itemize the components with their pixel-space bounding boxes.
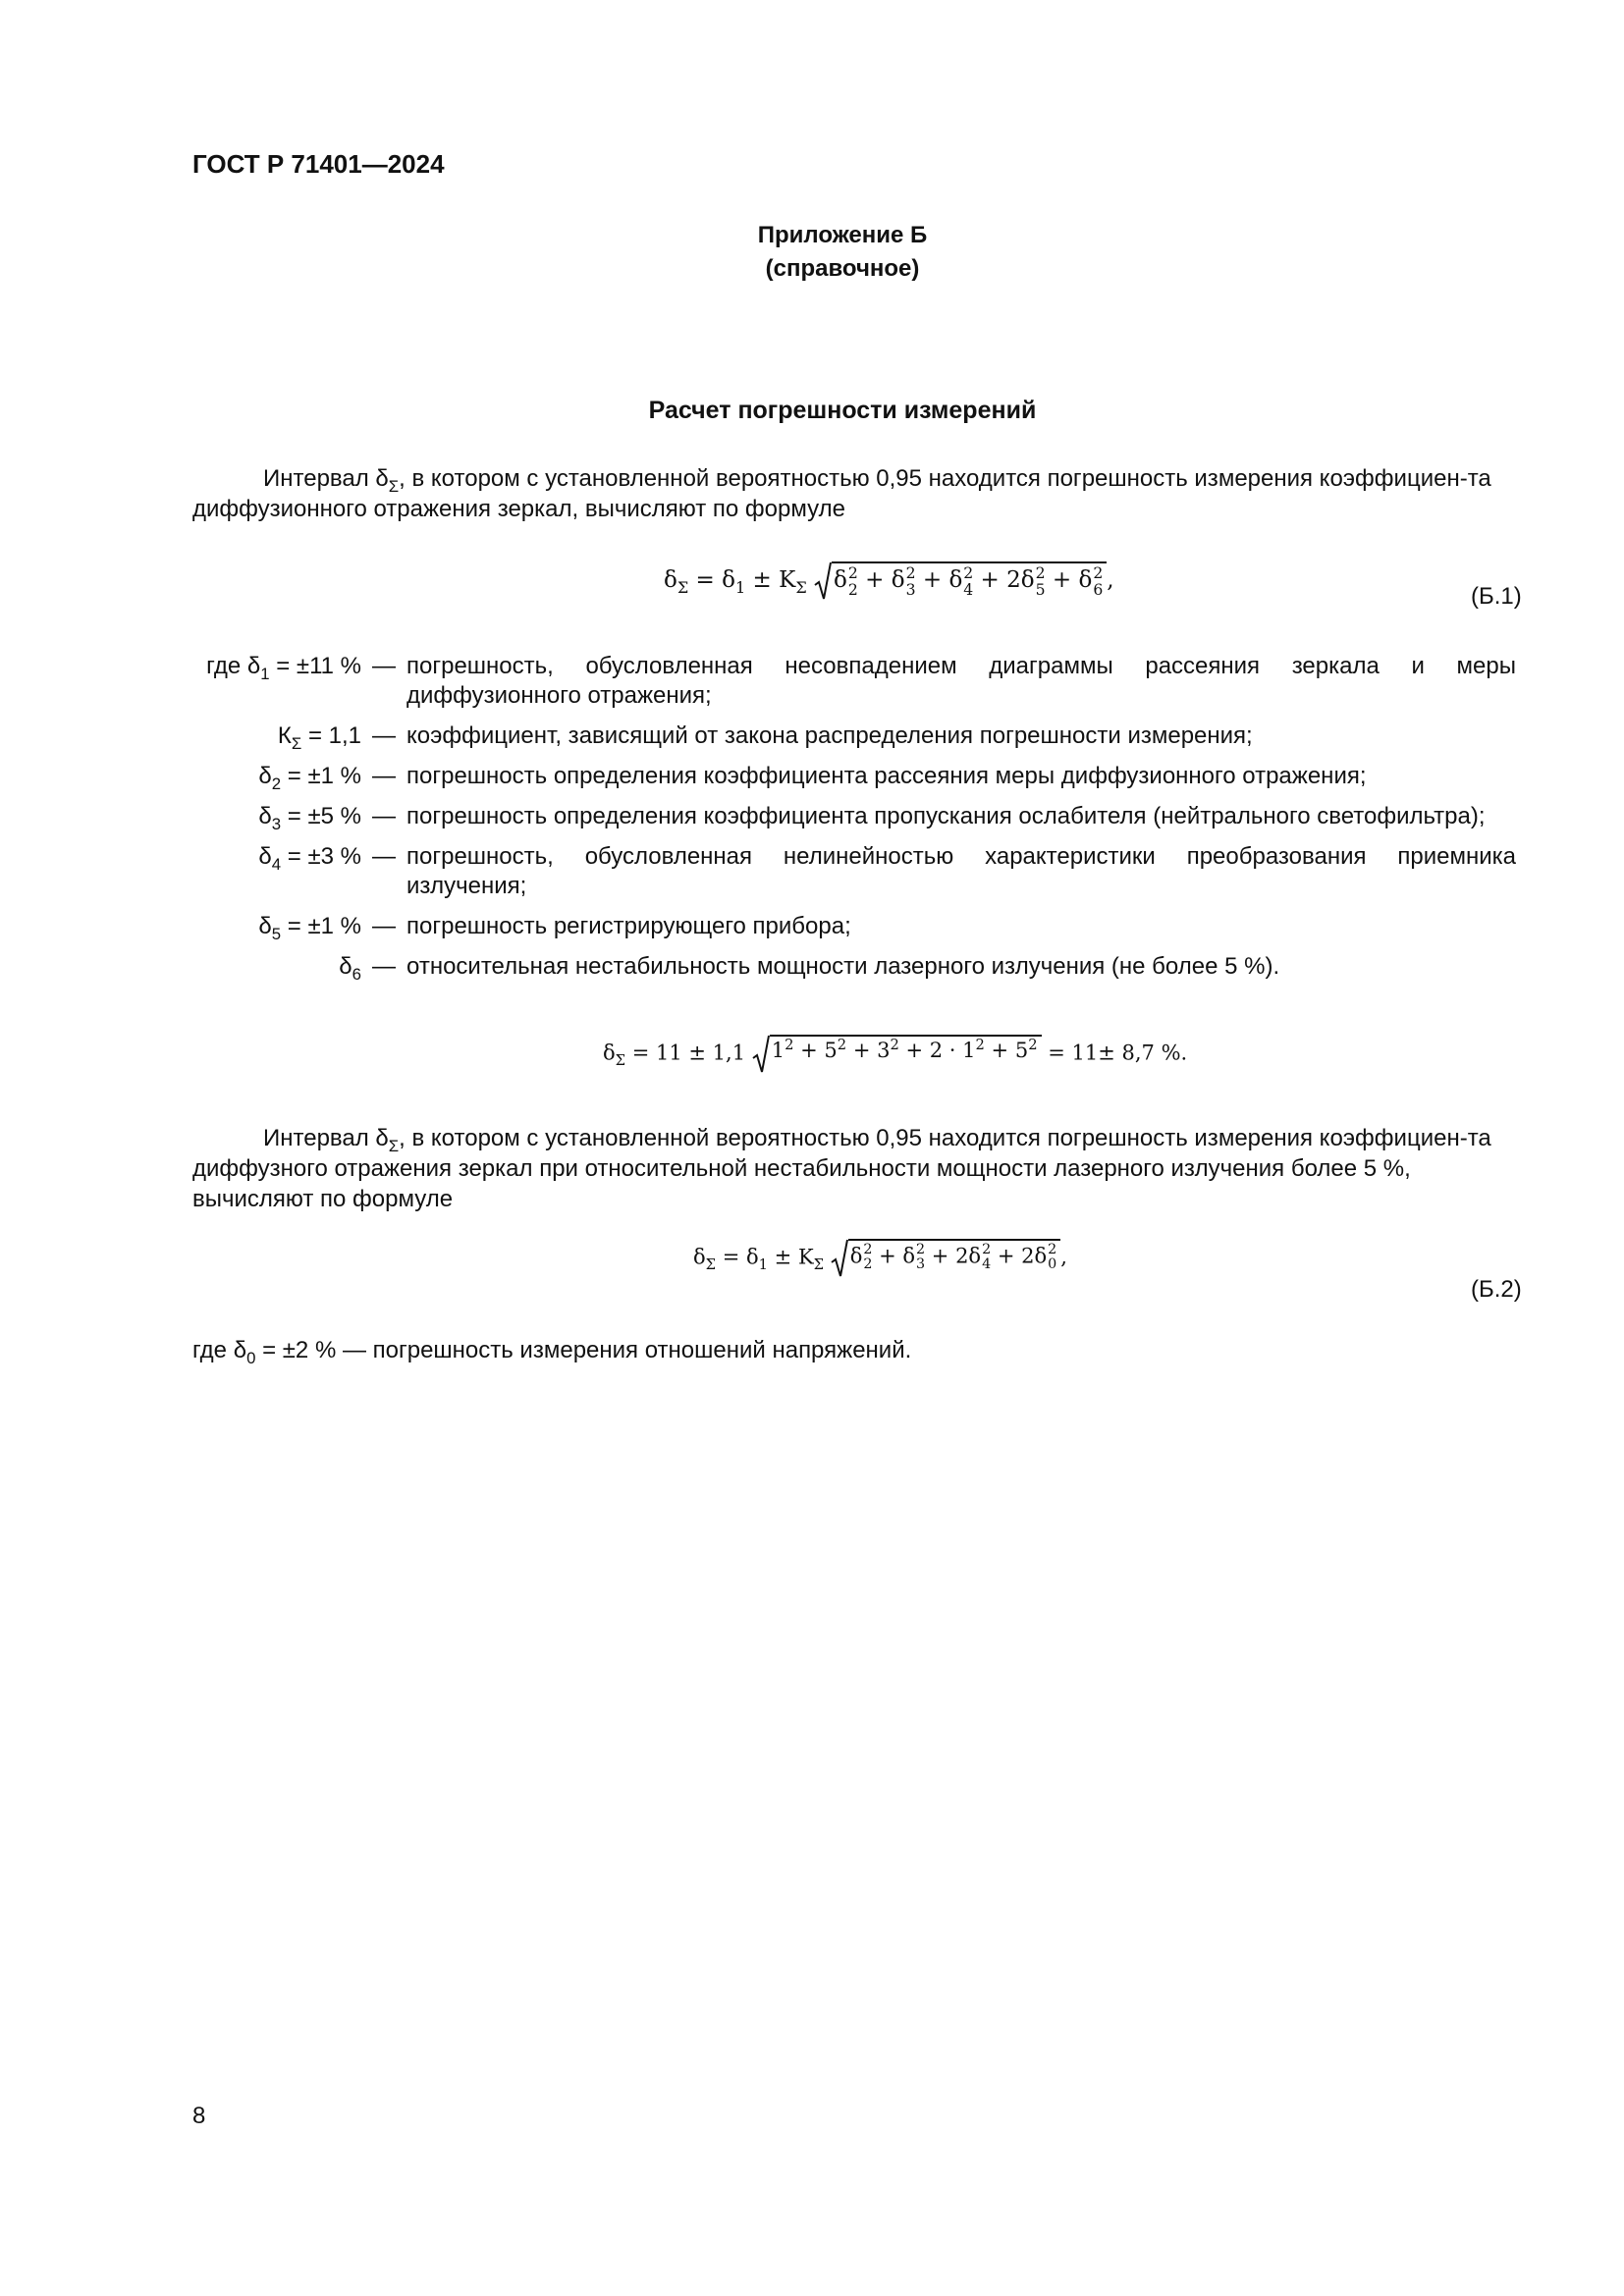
square-root: $1^2 + 5^2 + 3^2 + 2 \cdot 1^2 + 5^2$ [752,1035,1042,1074]
definition-item: $\delta_4 = \pm 3$ % — погрешность, обусловленная нелинейностью характеристики преобразования приемника излучения; [258,843,1516,899]
calculation-result: = 11± 8,7 %. [1048,1041,1188,1065]
square-root: δ 2 2 + δ 2 3 + 2δ 2 4 + 2δ 2 0 [831,1239,1060,1278]
formula-b1: $\delta_\Sigma = \delta_1 \pm K_\Sigma$ δ 2 2 + δ 2 3 + δ 2 4 + 2δ 2 5 + δ 2 6 , [664,561,1114,601]
definition-item: где $\delta_1 = \pm 11$ % — погрешность, обусловленная несовпадением диаграммы рассеяния зеркала и меры диффузионного отражения; [206,653,1516,709]
appendix-title: Приложение Б [757,222,928,248]
calculation-formula: $\delta_\Sigma = 11 \pm 1,1$ $1^2 + 5^2 + 3^2 + 2 \cdot 1^2 + 5^2$ = 11± 8,7 %. [603,1035,1187,1074]
equation-number-b1: (Б.1) [1471,583,1522,610]
definition-item: $К_\Sigma = 1,1$ — коэффициент, зависящий от закона распределения погрешности измерения; [277,722,1253,754]
intro-paragraph: Интервал $\delta_\Sigma$, в котором с установленной вероятностью 0,95 находится погрешность измерения коэффициен-та диффузионного отражения зеркал, вычисляют по формуле [192,465,1491,522]
definition-item: $\delta_5 = \pm 1$ % — погрешность регистрирующего прибора; [258,913,851,944]
definition-item: $\delta_2 = \pm 1$ % — погрешность определения коэффициента рассеяния меры диффузионного отражения; [258,763,1367,794]
definition-item: $\delta_6$ — относительная нестабильность мощности лазерного излучения (не более 5 %). [339,953,1280,985]
footnote: где $\delta_0 = \pm 2$ % — погрешность измерения отношений напряжений. [192,1337,912,1368]
document-code: ГОСТ Р 71401—2024 [192,149,445,179]
second-paragraph: Интервал $\delta_\Sigma$, в котором с установленной вероятностью 0,95 находится погрешность измерения коэффициен-та диффузного отражения зеркал при относительной нестабильности мощности лазерного излучения более 5 %, вычисляют по формуле [192,1125,1491,1212]
formula-b2: $\delta_\Sigma = \delta_1 \pm K_\Sigma$ δ 2 2 + δ 2 3 + 2δ 2 4 + 2δ 2 0 , [693,1239,1067,1278]
equation-number-b2: (Б.2) [1471,1276,1522,1303]
definition-item: $\delta_3 = \pm 5$ % — погрешность определения коэффициента пропускания ослабителя (нейтрального светофильтра); [258,803,1486,834]
section-title: Расчет погрешности измерений [648,397,1037,424]
square-root: δ 2 2 + δ 2 3 + δ 2 4 + 2δ 2 5 + δ 2 6 [814,561,1107,601]
definitions-list [192,652,1516,992]
appendix-type: (справочное) [765,255,920,282]
page-number: 8 [192,2103,206,2129]
